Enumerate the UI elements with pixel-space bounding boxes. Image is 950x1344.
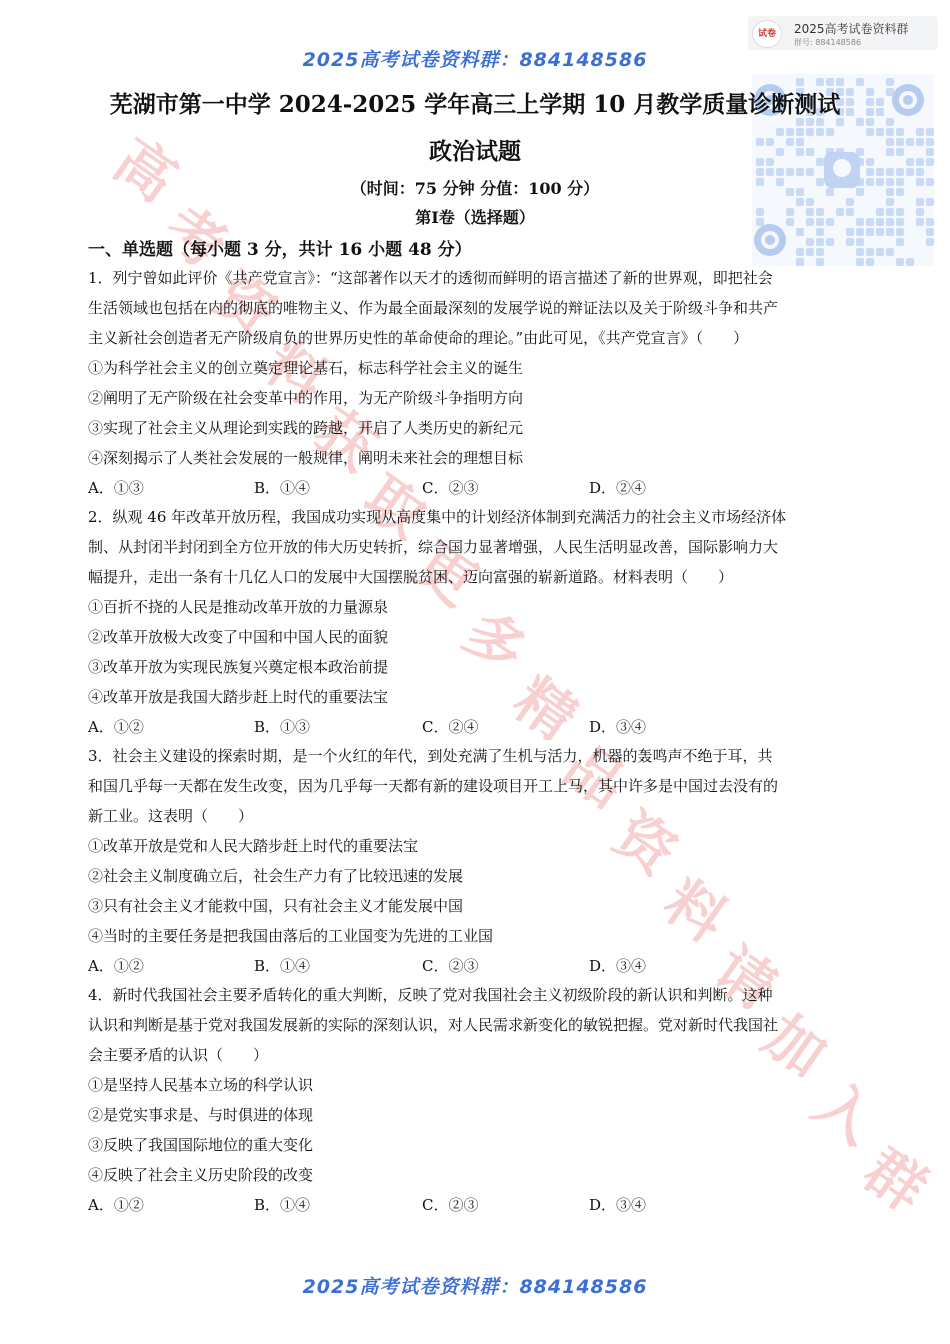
option-b[interactable]: B．①④ [254,479,311,497]
option-d[interactable]: D．②④ [589,479,647,497]
question-item: ③改革开放为实现民族复兴奠定根本政治前提 [88,658,389,676]
question-stem-line: 1．列宁曾如此评价《共产党宣言》：“这部著作以天才的透彻而鲜明的语言描述了新的世界观，即把社会 [88,269,773,287]
badge-logo: 试卷 [752,20,782,48]
question-item: ②社会主义制度确立后，社会生产力有了比较迅速的发展 [88,867,464,885]
question-item: ②改革开放极大改变了中国和中国人民的面貌 [88,628,389,646]
question-item: ①是坚持人民基本立场的科学认识 [88,1076,314,1094]
option-b[interactable]: B．①④ [254,1196,311,1214]
watermark-char: 资 [601,799,689,889]
question-item: ④当时的主要任务是把我国由落后的工业国变为先进的工业国 [88,927,494,945]
watermark-char: 群 [851,1135,939,1225]
question-item: ④深刻揭示了人类社会发展的一般规律，阐明未来社会的理想目标 [88,449,524,467]
watermark-char: 更 [401,529,489,619]
question-item: ③反映了我国国际地位的重大变化 [88,1136,314,1154]
answer-options [88,716,863,738]
watermark-char: 加 [751,1001,839,1091]
option-a[interactable]: A．①③ [88,479,144,497]
question-item: ②阐明了无产阶级在社会变革中的作用，为无产阶级斗争指明方向 [88,389,524,407]
question-stem-line: 3．社会主义建设的探索时期，是一个火红的年代，到处充满了生机与活力，机器的轰鸣声不绝于耳，共 [88,747,773,765]
question-item: ③只有社会主义才能救中国，只有社会主义才能发展中国 [88,897,464,915]
answer-options [88,955,863,977]
section-heading: 一、单选题（每小题 3 分，共计 16 小题 48 分） [88,240,472,260]
bottom-banner: 2025高考试卷资料群：884148586 [302,1276,648,1298]
option-b[interactable]: B．①④ [254,957,311,975]
watermark-char: 取 [351,462,439,552]
watermark-char: 请 [701,933,789,1023]
question-item: ④改革开放是我国大踏步赶上时代的重要法宝 [88,688,389,706]
question-stem-line: 会主要矛盾的认识（ ） [88,1046,269,1064]
watermark-char: 精 [501,664,589,754]
option-a[interactable]: A．①② [88,718,144,736]
question-item: ①改革开放是党和人民大踏步赶上时代的重要法宝 [88,837,419,855]
question-stem-line: 4．新时代我国社会主要矛盾转化的重大判断，反映了党对我国社会主义初级阶段的新认识和判断。这种 [88,986,773,1004]
question-stem-line: 认识和判断是基于党对我国发展新的实际的深刻认识，对人民需求新变化的敏锐把握。党对新时代我国社 [88,1016,779,1034]
watermark-char: 料 [251,327,339,417]
exam-title: 芜湖市第一中学 2024-2025 学年高三上学期 10 月教学质量诊断测试 [109,91,841,118]
volume-heading: 第Ⅰ卷（选择题） [415,208,535,227]
option-b[interactable]: B．①③ [254,718,311,736]
answer-options [88,1194,863,1216]
watermark-char: 料 [651,866,739,956]
option-d[interactable]: D．③④ [589,1196,647,1214]
watermark-char: 多 [451,597,539,687]
option-c[interactable]: C．②③ [422,479,479,497]
watermark-char: 高 [101,125,189,215]
option-c[interactable]: C．②③ [422,1196,479,1214]
question-stem-line: 主义新社会创造者无产阶级肩负的世界历史性的革命使命的理论。”由此可见，《共产党宣言》（ ） [88,329,749,347]
question-stem-line: 和国几乎每一天都在发生改变，因为几乎每一天都有新的建设项目开工上马，其中许多是中国过去没有的 [88,777,779,795]
watermark-char: 入 [801,1068,889,1158]
watermark-char: 考 [151,193,239,283]
watermark-char: 获 [301,395,389,485]
question-stem-line: 2．纵观 46 年改革开放历程，我国成功实现从高度集中的计划经济体制到充满活力的社会主义市场经济体 [88,508,787,526]
badge-group-number: 群号: 884148586 [794,38,862,47]
question-stem-line: 幅提升，走出一条有十几亿人口的发展中大国摆脱贫困、迈向富强的崭新道路。材料表明（ ） [88,568,734,586]
question-item: ①为科学社会主义的创立奠定理论基石，标志科学社会主义的诞生 [88,359,524,377]
badge-title: 2025高考试卷资料群 [794,22,909,36]
option-c[interactable]: C．②③ [422,957,479,975]
question-item: ②是党实事求是、与时俱进的体现 [88,1106,314,1124]
answer-options [88,477,863,499]
top-banner: 2025高考试卷资料群：884148586 [302,49,648,71]
option-a[interactable]: A．①② [88,1196,144,1214]
watermark-char: 品 [551,731,639,821]
exam-meta: （时间：75 分钟 分值：100 分） [350,179,600,198]
question-stem-line: 制、从封闭半封闭到全方位开放的伟大历史转折，综合国力显著增强，人民生活明显改善，国际影响力大 [88,538,779,556]
watermark-char: 资 [201,260,289,350]
question-stem-line: 生活领域也包括在内的彻底的唯物主义、作为最全面最深刻的发展学说的辩证法以及关于阶级斗争和共产 [88,299,779,317]
option-d[interactable]: D．③④ [589,718,647,736]
option-d[interactable]: D．③④ [589,957,647,975]
option-c[interactable]: C．②④ [422,718,479,736]
exam-subject: 政治试题 [429,138,521,165]
group-badge [748,16,938,50]
question-stem-line: 新工业。这表明（ ） [88,807,254,825]
question-item: ④反映了社会主义历史阶段的改变 [88,1166,314,1184]
question-item: ①百折不挠的人民是推动改革开放的力量源泉 [88,598,389,616]
question-item: ③实现了社会主义从理论到实践的跨越，开启了人类历史的新纪元 [88,419,524,437]
option-a[interactable]: A．①② [88,957,144,975]
